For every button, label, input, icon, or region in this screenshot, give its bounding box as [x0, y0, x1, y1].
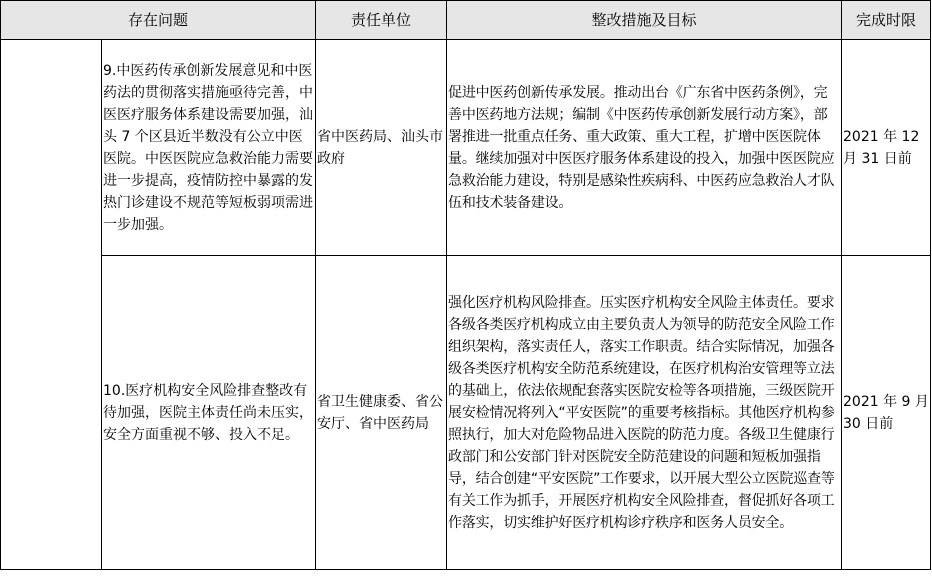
issue-cell: 10.医疗机构安全风险排查整改有待加强，医院主体责任尚未压实，安全方面重视不够、投入不足。: [102, 256, 316, 570]
table-header-row: [1, 1, 931, 40]
header-deadline: 完成时限: [842, 1, 931, 40]
header-unit: 责任单位: [316, 1, 447, 40]
deadline-cell: 2021 年 9 月 30 日前: [842, 256, 931, 570]
unit-cell: 省卫生健康委、省公安厅、省中医药局: [316, 256, 447, 570]
measures-cell: 促进中医药创新传承发展。推动出台《广东省中医药条例》，完善中医药地方法规；编制《中医药传承创新发展行动方案》，部署推进一批重点任务、重大政策、重大工程，扩增中医医院体量。继续加强对中医医疗服务体系建设的投入，加强中医医院应急救治能力建设，特别是感染性疾病科、中医药应急救治人才队伍和技术装备建设。: [447, 40, 842, 256]
header-measures: 整改措施及目标: [447, 1, 842, 40]
measures-cell: 强化医疗机构风险排查。压实医疗机构安全风险主体责任。要求各级各类医疗机构成立由主要负责人为领导的防范安全风险工作组织架构，落实责任人，落实工作职责。结合实际情况，加强各级各类医疗机构安全防范系统建设，在医疗机构治安管理等立法的基础上，依法依规配套落实医院安检等各项措施，三级医院开展安检情况将列入“平安医院”的重要考核指标。其他医疗机构参照执行，加大对危险物品进入医院的防范力度。各级卫生健康行政部门和公安部门针对医院安全防范建设的问题和短板加强指导，结合创建“平安医院”工作要求，以开展大型公立医院巡查等有关工作为抓手，开展医疗机构安全风险排查，督促抓好各项工作落实，切实维护好医疗机构诊疗秩序和医务人员安全。: [447, 256, 842, 570]
unit-cell: 省中医药局、汕头市政府: [316, 40, 447, 256]
table-row: [1, 256, 931, 570]
left-gutter-cell: [1, 40, 102, 570]
table-row: [1, 40, 931, 256]
issue-cell: 9.中医药传承创新发展意见和中医药法的贯彻落实措施亟待完善，中医医疗服务体系建设需要加强，汕头 7 个区县近半数没有公立中医医院。中医医院应急救治能力需要进一步提高，疫情防控中暴露的发热门诊建设不规范等短板弱项需进一步加强。: [102, 40, 316, 256]
header-issue: 存在问题: [1, 1, 316, 40]
deadline-cell: 2021 年 12 月 31 日前: [842, 40, 931, 256]
